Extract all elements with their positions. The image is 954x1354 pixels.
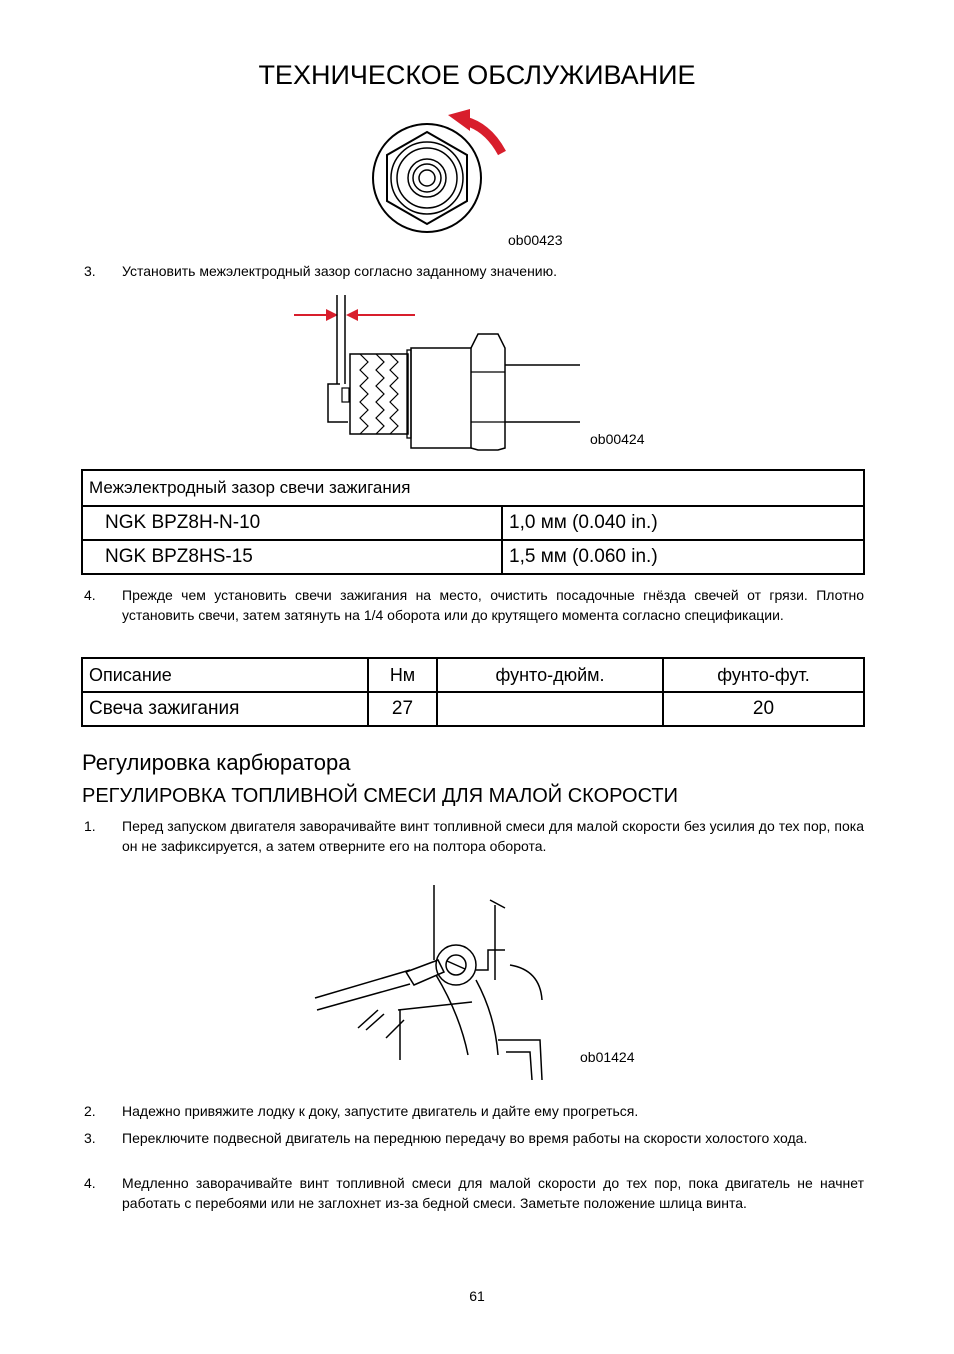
spark-plug-gap-figure [290, 292, 590, 452]
table-row [82, 506, 864, 540]
table-cell: 20 [663, 692, 864, 726]
section-title: Регулировка карбюратора [82, 750, 351, 775]
table-row [82, 540, 864, 574]
list-item [84, 262, 864, 282]
spark-plug-top-view-figure [370, 105, 520, 235]
carburetor-adjustment-figure [310, 880, 550, 1085]
table-cell: NGK BPZ8HS-15 [82, 540, 502, 574]
step-number: 3. [84, 263, 96, 279]
list-item [84, 1129, 864, 1149]
table-cell: Свеча зажигания [82, 692, 368, 726]
table-row [82, 692, 864, 726]
table-header-cell: фунто-фут. [663, 658, 864, 692]
table-cell: NGK BPZ8H-N-10 [82, 506, 502, 540]
figure-code: ob00423 [508, 232, 563, 248]
torque-table [81, 657, 865, 727]
table-cell: 27 [368, 692, 437, 726]
page-title: ТЕХНИЧЕСКОЕ ОБСЛУЖИВАНИЕ [258, 60, 696, 90]
figure-code: ob01424 [580, 1049, 635, 1065]
table-header-cell: фунто-дюйм. [437, 658, 663, 692]
step-text: Медленно заворачивайте винт топливной смеси для малой скорости до тех пор, пока двигатель не начнет работать с перебоями или не заглохнет из-за бедной смеси. Заметьте положение шлица винта. [122, 1175, 864, 1211]
step-text: Перед запуском двигателя заворачивайте винт топливной смеси для малой скорости без усилия до тех пор, пока он не зафиксируется, а затем отверните его на полтора оборота. [122, 818, 864, 854]
table-header-row [82, 658, 864, 692]
table-cell [437, 692, 663, 726]
list-item [84, 817, 864, 856]
step-number: 4. [84, 1175, 96, 1191]
page-number: 61 [469, 1288, 485, 1304]
step-text: Прежде чем установить свечи зажигания на место, очистить посадочные гнёзда свечей от грязи. Плотно установить свечи, затем затянуть на 1/4 оборота или до крутящего момента согласно спецификации. [122, 587, 864, 623]
step-number: 4. [84, 587, 96, 603]
subsection-title: РЕГУЛИРОВКА ТОПЛИВНОЙ СМЕСИ ДЛЯ МАЛОЙ СКОРОСТИ [82, 785, 678, 807]
figure-code: ob00424 [590, 431, 645, 447]
list-item [84, 1102, 864, 1122]
table-cell: 1,0 мм (0.040 in.) [502, 506, 864, 540]
table-header-cell: Описание [82, 658, 368, 692]
step-text: Установить межэлектродный зазор согласно заданному значению. [122, 263, 558, 279]
spark-plug-gap-table [81, 469, 865, 575]
step-number: 3. [84, 1130, 96, 1146]
table-cell: 1,5 мм (0.060 in.) [502, 540, 864, 574]
step-number: 1. [84, 818, 96, 834]
list-item [84, 586, 864, 625]
step-text: Надежно привяжите лодку к доку, запустите двигатель и дайте ему прогреться. [122, 1103, 639, 1119]
step-text: Переключите подвесной двигатель на переднюю передачу во время работы на скорости холостого хода. [122, 1130, 808, 1146]
table-header: Межэлектродный зазор свечи зажигания [82, 470, 864, 506]
table-header-cell: Нм [368, 658, 437, 692]
step-number: 2. [84, 1103, 96, 1119]
list-item [84, 1174, 864, 1213]
